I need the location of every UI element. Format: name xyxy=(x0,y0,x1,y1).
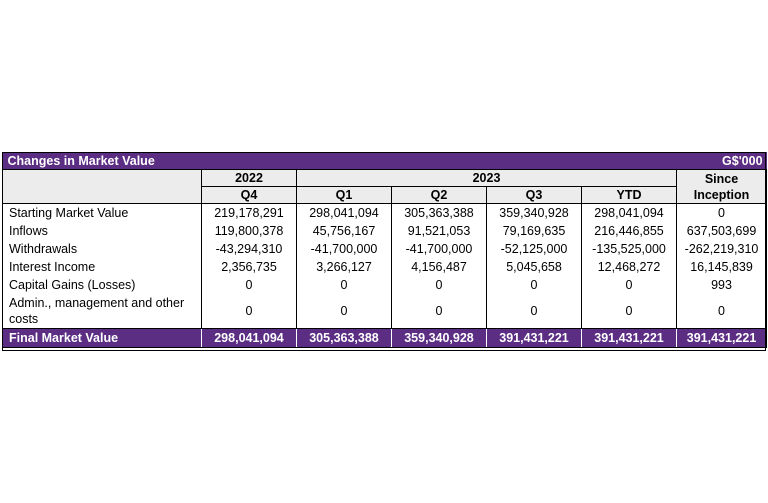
cell-value: -52,125,000 xyxy=(487,240,582,258)
cell-value: 0 xyxy=(202,276,297,294)
year-2023-header: 2023 xyxy=(297,170,677,187)
final-value-row xyxy=(3,329,767,348)
period-header: Q2 xyxy=(392,187,487,204)
table-title-row xyxy=(3,152,767,170)
market-value-table xyxy=(2,152,767,348)
final-cell-value: 391,431,221 xyxy=(677,329,767,348)
period-header: Q3 xyxy=(487,187,582,204)
cell-value: 0 xyxy=(297,276,392,294)
row-label: Admin., management and other costs xyxy=(3,294,202,329)
since-inception-header: Since Inception xyxy=(677,170,767,204)
final-row-label: Final Market Value xyxy=(3,329,202,348)
cell-value: 3,266,127 xyxy=(297,258,392,276)
cell-value: 298,041,094 xyxy=(582,204,677,223)
table-row xyxy=(3,240,767,258)
cell-value: 5,045,658 xyxy=(487,258,582,276)
row-label: Interest Income xyxy=(3,258,202,276)
year-header-row xyxy=(3,170,767,187)
table-row xyxy=(3,276,767,294)
cell-value: 45,756,167 xyxy=(297,222,392,240)
cell-value: 16,145,839 xyxy=(677,258,767,276)
row-label: Withdrawals xyxy=(3,240,202,258)
cell-value: 0 xyxy=(202,294,297,329)
cell-value: 0 xyxy=(582,294,677,329)
cell-value: 79,169,635 xyxy=(487,222,582,240)
cell-value: 4,156,487 xyxy=(392,258,487,276)
cell-value: 219,178,291 xyxy=(202,204,297,223)
cell-value: 2,356,735 xyxy=(202,258,297,276)
final-cell-value: 391,431,221 xyxy=(487,329,582,348)
row-label: Inflows xyxy=(3,222,202,240)
cell-value: 637,503,699 xyxy=(677,222,767,240)
cell-value: 993 xyxy=(677,276,767,294)
table-row xyxy=(3,258,767,276)
table-title: Changes in Market Value xyxy=(3,152,582,170)
cell-value: 0 xyxy=(677,204,767,223)
row-label: Capital Gains (Losses) xyxy=(3,276,202,294)
cell-value: 359,340,928 xyxy=(487,204,582,223)
period-header: Q4 xyxy=(202,187,297,204)
cell-value: -41,700,000 xyxy=(392,240,487,258)
table-row xyxy=(3,222,767,240)
cell-value: 0 xyxy=(582,276,677,294)
cell-value: 0 xyxy=(297,294,392,329)
table-row xyxy=(3,204,767,223)
table-row xyxy=(3,294,767,329)
cell-value: 305,363,388 xyxy=(392,204,487,223)
cell-value: 0 xyxy=(487,294,582,329)
cell-value: 119,800,378 xyxy=(202,222,297,240)
cell-value: 12,468,272 xyxy=(582,258,677,276)
cell-value: -135,525,000 xyxy=(582,240,677,258)
row-label: Starting Market Value xyxy=(3,204,202,223)
cell-value: 298,041,094 xyxy=(297,204,392,223)
final-cell-value: 359,340,928 xyxy=(392,329,487,348)
header-blank-cell xyxy=(3,170,202,204)
cell-value: 0 xyxy=(677,294,767,329)
currency-unit: G$'000 xyxy=(582,152,767,170)
cell-value: -41,700,000 xyxy=(297,240,392,258)
cell-value: 0 xyxy=(392,294,487,329)
final-cell-value: 305,363,388 xyxy=(297,329,392,348)
cell-value: 0 xyxy=(392,276,487,294)
period-header: YTD xyxy=(582,187,677,204)
period-header: Q1 xyxy=(297,187,392,204)
final-cell-value: 391,431,221 xyxy=(582,329,677,348)
cell-value: 0 xyxy=(487,276,582,294)
cell-value: 91,521,053 xyxy=(392,222,487,240)
cell-value: -262,219,310 xyxy=(677,240,767,258)
cell-value: -43,294,310 xyxy=(202,240,297,258)
year-2022-header: 2022 xyxy=(202,170,297,187)
cell-value: 216,446,855 xyxy=(582,222,677,240)
final-cell-value: 298,041,094 xyxy=(202,329,297,348)
